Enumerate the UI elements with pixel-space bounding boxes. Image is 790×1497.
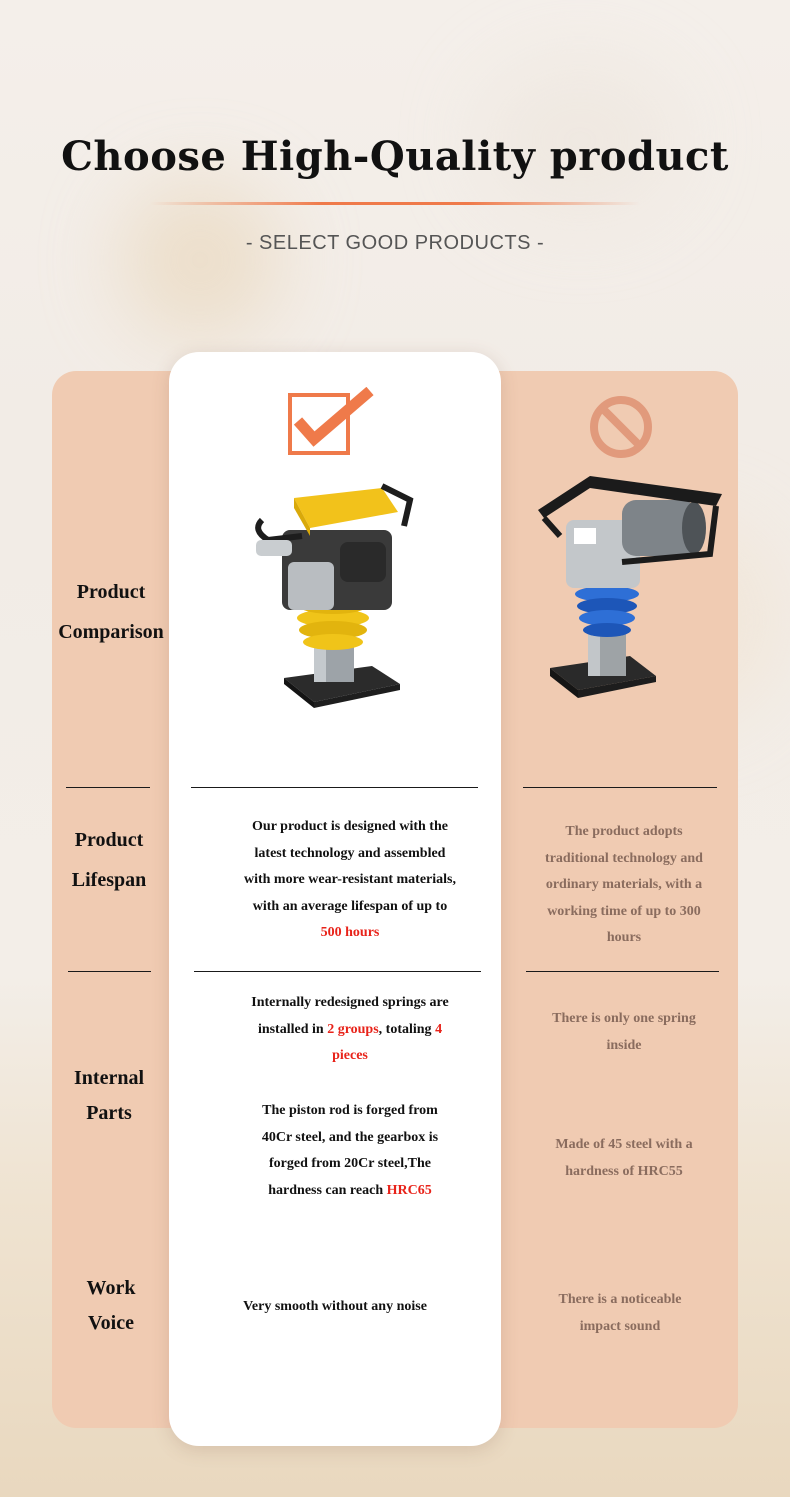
highlight-2-groups: 2 groups <box>327 1021 379 1037</box>
page-title: Choose High-Quality product <box>61 133 729 180</box>
grey-blue-tamping-rammer-image <box>530 470 730 710</box>
divider <box>191 787 478 788</box>
label-internal-parts: Internal Parts <box>74 1067 144 1124</box>
their-steel-text: Made of 45 steel with a hardness of HRC55 <box>555 1137 693 1179</box>
divider <box>68 971 151 972</box>
our-lifespan-text: Our product is designed with the latest technology and assembled with more wear-resistant materials, with an average lifespan of up to 500 hours <box>205 814 495 947</box>
highlight-500-hours: 500 hours <box>320 925 380 940</box>
our-springs-text: Internally redesigned springs are installed in 2 groups, totaling 4 pieces <box>205 990 495 1070</box>
our-steel-text: The piston rod is forged from 40Cr steel, and the gearbox is forged from 20Cr steel,The hardness can reach HRC65 <box>261 1103 439 1198</box>
highlight-pieces: pieces <box>332 1048 368 1063</box>
divider <box>66 787 150 788</box>
divider <box>523 787 717 788</box>
label-work-voice: Work Voice <box>86 1277 136 1334</box>
prohibited-icon <box>588 394 654 460</box>
their-lifespan-text: The product adopts traditional technology and ordinary materials, with a working time of up to 300 hours <box>545 824 703 945</box>
divider <box>194 971 481 972</box>
their-voice-text: There is a noticeable impact sound <box>558 1292 682 1334</box>
divider <box>526 971 719 972</box>
title-underline <box>150 202 640 205</box>
check-icon <box>286 387 376 459</box>
label-product-lifespan: Product Lifespan <box>71 829 147 891</box>
yellow-tamping-rammer-image <box>232 470 422 715</box>
label-product-comparison: Product Comparison <box>58 581 164 643</box>
our-voice-text: Very smooth without any noise <box>243 1299 427 1314</box>
highlight-4: 4 <box>435 1021 443 1037</box>
their-springs-text: There is only one spring inside <box>552 1011 696 1053</box>
highlight-hrc65: HRC65 <box>386 1182 432 1198</box>
page-subtitle: - SELECT GOOD PRODUCTS - <box>245 232 545 254</box>
